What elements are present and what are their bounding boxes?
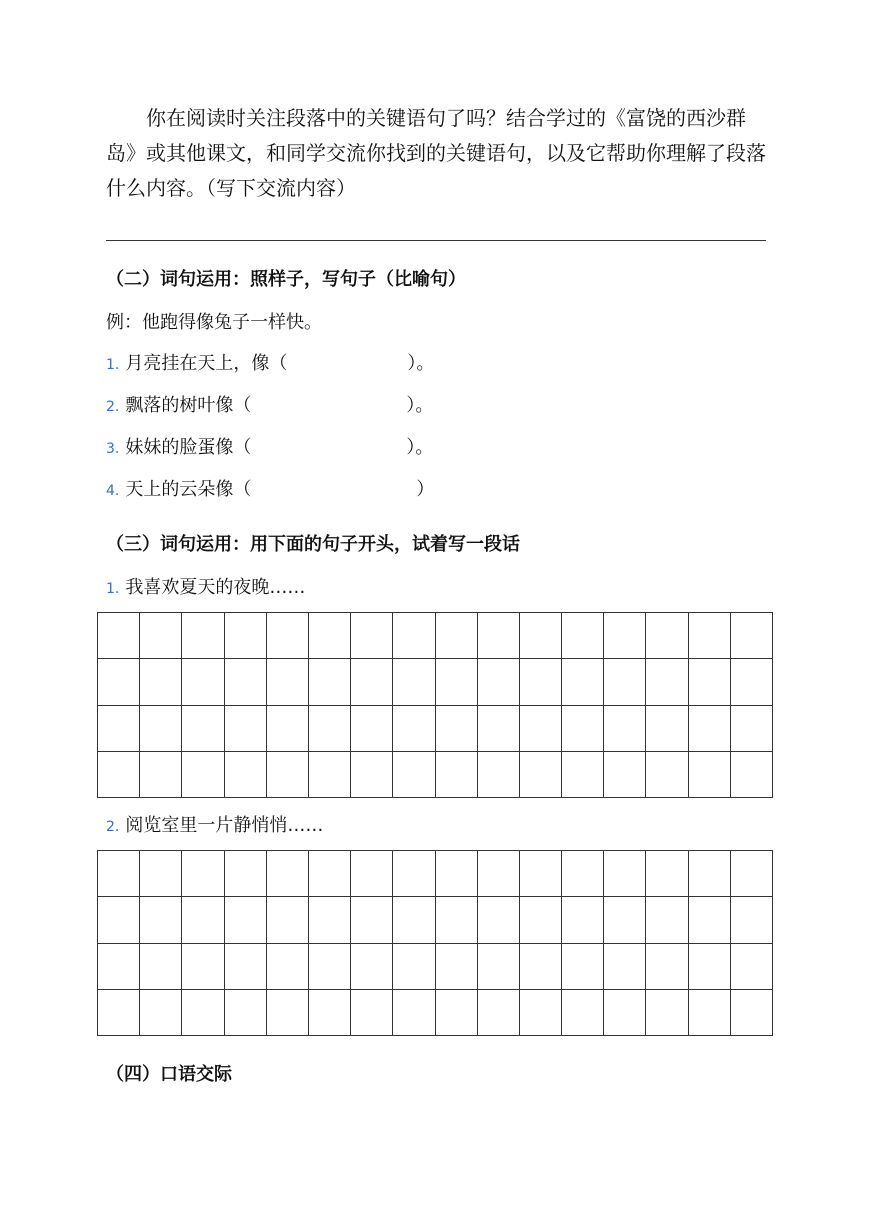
prompt-text: 阅览室里一片静悄悄…… bbox=[125, 815, 324, 836]
grid-cell[interactable] bbox=[140, 706, 182, 752]
grid-cell[interactable] bbox=[478, 851, 520, 897]
item-number: 1. bbox=[106, 581, 120, 597]
grid-cell[interactable] bbox=[140, 752, 182, 798]
grid-cell[interactable] bbox=[604, 897, 646, 943]
grid-cell[interactable] bbox=[689, 851, 731, 897]
grid-cell[interactable] bbox=[562, 990, 604, 1036]
grid-cell[interactable] bbox=[309, 897, 351, 943]
grid-cell[interactable] bbox=[140, 659, 182, 705]
grid-cell[interactable] bbox=[182, 613, 224, 659]
grid-cell[interactable] bbox=[689, 659, 731, 705]
grid-cell[interactable] bbox=[646, 613, 688, 659]
simile-item-4 bbox=[106, 475, 434, 501]
grid-cell[interactable] bbox=[604, 944, 646, 990]
writing-grid-1 bbox=[97, 612, 773, 798]
grid-cell[interactable] bbox=[267, 851, 309, 897]
item-number: 2. bbox=[106, 399, 120, 415]
grid-cell[interactable] bbox=[267, 613, 309, 659]
answer-line bbox=[106, 240, 766, 241]
grid-cell[interactable] bbox=[478, 706, 520, 752]
grid-cell[interactable] bbox=[98, 752, 140, 798]
grid-cell[interactable] bbox=[731, 851, 773, 897]
grid-cell[interactable] bbox=[309, 990, 351, 1036]
grid-cell[interactable] bbox=[309, 752, 351, 798]
grid-cell[interactable] bbox=[182, 752, 224, 798]
grid-cell[interactable] bbox=[436, 851, 478, 897]
grid-cell[interactable] bbox=[225, 851, 267, 897]
grid-cell[interactable] bbox=[267, 944, 309, 990]
item-text: 妹妹的脸蛋像（ bbox=[125, 437, 252, 458]
grid-cell[interactable] bbox=[182, 944, 224, 990]
grid-cell[interactable] bbox=[436, 944, 478, 990]
grid-cell[interactable] bbox=[478, 659, 520, 705]
writing-grid-2 bbox=[97, 850, 773, 1036]
grid-cell[interactable] bbox=[520, 897, 562, 943]
section-heading-4: （四）口语交际 bbox=[106, 1064, 232, 1085]
grid-cell[interactable] bbox=[98, 897, 140, 943]
grid-cell[interactable] bbox=[562, 659, 604, 705]
item-number: 4. bbox=[106, 483, 120, 499]
grid-cell[interactable] bbox=[436, 990, 478, 1036]
grid-cell[interactable] bbox=[520, 659, 562, 705]
grid-cell[interactable] bbox=[98, 613, 140, 659]
grid-cell[interactable] bbox=[351, 613, 393, 659]
grid-cell[interactable] bbox=[225, 752, 267, 798]
grid-cell[interactable] bbox=[225, 897, 267, 943]
grid-cell[interactable] bbox=[309, 706, 351, 752]
grid-cell[interactable] bbox=[520, 944, 562, 990]
grid-cell[interactable] bbox=[393, 659, 435, 705]
item-close: ）。 bbox=[406, 395, 434, 416]
simile-item-3 bbox=[106, 433, 433, 459]
grid-cell[interactable] bbox=[436, 706, 478, 752]
grid-cell[interactable] bbox=[646, 706, 688, 752]
item-close: ）。 bbox=[406, 437, 434, 458]
grid-cell[interactable] bbox=[182, 706, 224, 752]
grid-cell[interactable] bbox=[646, 897, 688, 943]
grid-cell[interactable] bbox=[225, 659, 267, 705]
grid-cell[interactable] bbox=[520, 990, 562, 1036]
grid-cell[interactable] bbox=[604, 851, 646, 897]
grid-cell[interactable] bbox=[140, 897, 182, 943]
grid-cell[interactable] bbox=[520, 851, 562, 897]
grid-cell[interactable] bbox=[267, 706, 309, 752]
grid-cell[interactable] bbox=[689, 944, 731, 990]
grid-cell[interactable] bbox=[731, 990, 773, 1036]
grid-cell[interactable] bbox=[646, 944, 688, 990]
grid-cell[interactable] bbox=[351, 851, 393, 897]
grid-cell[interactable] bbox=[267, 659, 309, 705]
grid-cell[interactable] bbox=[520, 613, 562, 659]
item-number: 1. bbox=[106, 357, 120, 373]
grid-cell[interactable] bbox=[689, 613, 731, 659]
grid-cell[interactable] bbox=[309, 659, 351, 705]
grid-cell[interactable] bbox=[478, 944, 520, 990]
grid-cell[interactable] bbox=[393, 897, 435, 943]
grid-cell[interactable] bbox=[267, 897, 309, 943]
grid-cell[interactable] bbox=[309, 851, 351, 897]
grid-cell[interactable] bbox=[267, 752, 309, 798]
grid-cell[interactable] bbox=[562, 613, 604, 659]
grid-cell[interactable] bbox=[98, 659, 140, 705]
grid-cell[interactable] bbox=[182, 851, 224, 897]
grid-cell[interactable] bbox=[731, 659, 773, 705]
grid-cell[interactable] bbox=[225, 706, 267, 752]
grid-cell[interactable] bbox=[646, 851, 688, 897]
grid-cell[interactable] bbox=[98, 706, 140, 752]
grid-cell[interactable] bbox=[562, 851, 604, 897]
grid-cell[interactable] bbox=[351, 752, 393, 798]
grid-cell[interactable] bbox=[182, 990, 224, 1036]
grid-cell[interactable] bbox=[351, 990, 393, 1036]
grid-cell[interactable] bbox=[436, 897, 478, 943]
item-number: 2. bbox=[106, 819, 120, 835]
grid-cell[interactable] bbox=[393, 851, 435, 897]
writing-prompt-1 bbox=[106, 573, 305, 599]
grid-cell[interactable] bbox=[646, 659, 688, 705]
grid-cell[interactable] bbox=[393, 613, 435, 659]
grid-cell[interactable] bbox=[140, 613, 182, 659]
grid-cell[interactable] bbox=[604, 706, 646, 752]
grid-cell[interactable] bbox=[689, 990, 731, 1036]
grid-cell[interactable] bbox=[562, 706, 604, 752]
grid-cell[interactable] bbox=[604, 659, 646, 705]
grid-cell[interactable] bbox=[731, 706, 773, 752]
example-sentence: 例：他跑得像兔子一样快。 bbox=[106, 312, 322, 333]
grid-cell[interactable] bbox=[225, 944, 267, 990]
grid-cell[interactable] bbox=[351, 706, 393, 752]
grid-cell[interactable] bbox=[351, 944, 393, 990]
grid-cell[interactable] bbox=[98, 851, 140, 897]
grid-cell[interactable] bbox=[182, 897, 224, 943]
grid-cell[interactable] bbox=[309, 613, 351, 659]
grid-cell[interactable] bbox=[98, 944, 140, 990]
grid-cell[interactable] bbox=[267, 990, 309, 1036]
grid-cell[interactable] bbox=[478, 897, 520, 943]
grid-cell[interactable] bbox=[689, 752, 731, 798]
grid-cell[interactable] bbox=[393, 706, 435, 752]
grid-cell[interactable] bbox=[604, 990, 646, 1036]
item-text: 天上的云朵像（ bbox=[125, 479, 252, 500]
grid-cell[interactable] bbox=[731, 752, 773, 798]
grid-cell[interactable] bbox=[731, 613, 773, 659]
item-text: 飘落的树叶像（ bbox=[125, 395, 252, 416]
grid-cell[interactable] bbox=[689, 706, 731, 752]
item-text: 月亮挂在天上，像（ bbox=[125, 353, 288, 374]
grid-cell[interactable] bbox=[731, 897, 773, 943]
intro-paragraph: 你在阅读时关注段落中的关键语句了吗？结合学过的《富饶的西沙群岛》或其他课文，和同学交流你找到的关键语句，以及它帮助你理解了段落什么内容。（写下交流内容） bbox=[106, 106, 766, 200]
grid-cell[interactable] bbox=[182, 659, 224, 705]
grid-cell[interactable] bbox=[351, 897, 393, 943]
grid-cell[interactable] bbox=[436, 613, 478, 659]
grid-cell[interactable] bbox=[393, 752, 435, 798]
grid-cell[interactable] bbox=[393, 944, 435, 990]
item-close: ） bbox=[416, 479, 435, 500]
grid-cell[interactable] bbox=[393, 990, 435, 1036]
grid-cell[interactable] bbox=[562, 752, 604, 798]
writing-prompt-2 bbox=[106, 811, 323, 837]
grid-cell[interactable] bbox=[478, 990, 520, 1036]
grid-cell[interactable] bbox=[562, 944, 604, 990]
simile-item-1 bbox=[106, 349, 434, 375]
section-heading-2: （二）词句运用：照样子，写句子（比喻句） bbox=[106, 269, 466, 290]
grid-cell[interactable] bbox=[98, 990, 140, 1036]
grid-cell[interactable] bbox=[562, 897, 604, 943]
grid-cell[interactable] bbox=[478, 613, 520, 659]
grid-cell[interactable] bbox=[478, 752, 520, 798]
grid-cell[interactable] bbox=[225, 613, 267, 659]
grid-cell[interactable] bbox=[646, 752, 688, 798]
section-heading-3: （三）词句运用：用下面的句子开头，试着写一段话 bbox=[106, 534, 520, 555]
grid-cell[interactable] bbox=[731, 944, 773, 990]
grid-cell[interactable] bbox=[689, 897, 731, 943]
simile-item-2 bbox=[106, 391, 433, 417]
grid-cell[interactable] bbox=[309, 944, 351, 990]
item-close: ）。 bbox=[407, 353, 435, 374]
grid-cell[interactable] bbox=[520, 706, 562, 752]
grid-cell[interactable] bbox=[604, 752, 646, 798]
grid-cell[interactable] bbox=[351, 659, 393, 705]
prompt-text: 我喜欢夏天的夜晚…… bbox=[125, 577, 306, 598]
grid-cell[interactable] bbox=[436, 659, 478, 705]
item-number: 3. bbox=[106, 441, 120, 457]
grid-cell[interactable] bbox=[140, 944, 182, 990]
grid-cell[interactable] bbox=[604, 613, 646, 659]
grid-cell[interactable] bbox=[140, 990, 182, 1036]
grid-cell[interactable] bbox=[225, 990, 267, 1036]
grid-cell[interactable] bbox=[436, 752, 478, 798]
grid-cell[interactable] bbox=[520, 752, 562, 798]
grid-cell[interactable] bbox=[140, 851, 182, 897]
grid-cell[interactable] bbox=[646, 990, 688, 1036]
